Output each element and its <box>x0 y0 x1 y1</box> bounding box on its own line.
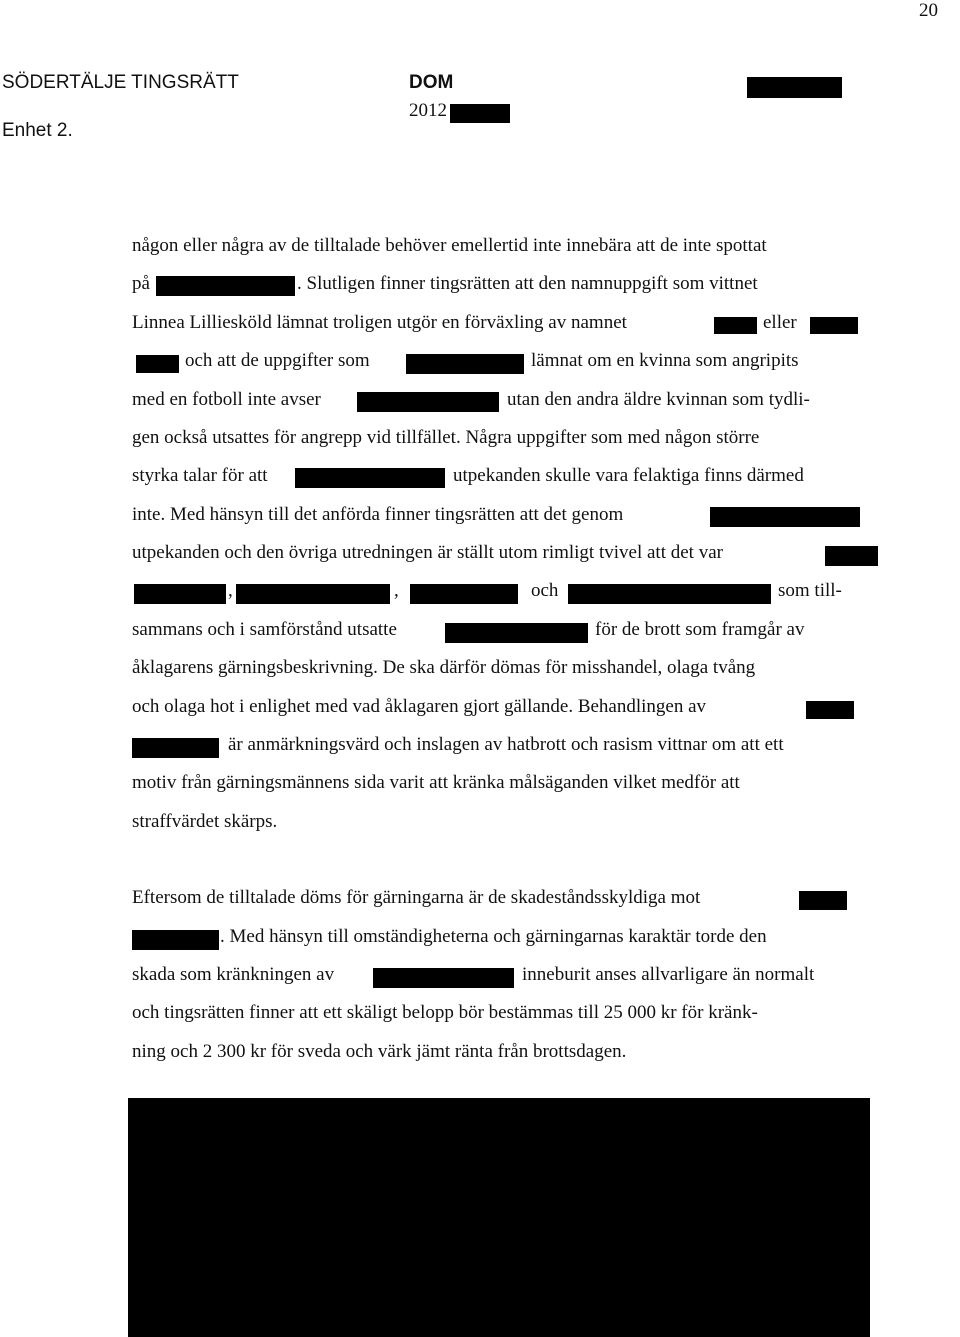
redaction <box>410 584 518 604</box>
redaction <box>568 584 771 604</box>
redaction <box>406 354 524 374</box>
text-line: eller <box>763 312 797 333</box>
text-line: och <box>531 580 559 601</box>
text-line: och olaga hot i enlighet med vad åklagaren gjort gällande. Behandlingen av <box>132 696 707 717</box>
text-line: , <box>394 580 399 601</box>
page-number: 20 <box>919 0 938 21</box>
text-line: inneburit anses allvarligare än normalt <box>522 964 815 985</box>
redaction <box>295 468 445 488</box>
text-line: inte. Med hänsyn till det anförda finner tingsrätten att det genom <box>132 504 624 525</box>
text-line: är anmärkningsvärd och inslagen av hatbrott och rasism vittnar om att ett <box>228 734 784 755</box>
text-line: utan den andra äldre kvinnan som tydli- <box>507 389 810 410</box>
text-line: lämnat om en kvinna som angripits <box>531 350 799 371</box>
text-line: ning och 2 300 kr för sveda och värk jämt ränta från brottsdagen. <box>132 1041 627 1062</box>
text-line: och tingsrätten finner att ett skäligt belopp bör bestämmas till 25 000 kr för kränk- <box>132 1002 758 1023</box>
redaction <box>825 546 878 566</box>
redaction <box>710 507 860 527</box>
redaction <box>136 355 179 373</box>
redaction <box>806 701 854 719</box>
redaction <box>156 276 295 296</box>
redaction <box>799 891 847 910</box>
text-line: utpekanden och den övriga utredningen är ställt utom rimligt tvivel att det var <box>132 542 723 563</box>
text-line: . Med hänsyn till omständigheterna och gärningarnas karaktär torde den <box>220 926 767 947</box>
redaction <box>373 968 514 988</box>
text-line: någon eller några av de tilltalade behöver emellertid inte innebära att de inte spottat <box>132 235 767 256</box>
body-text <box>132 0 892 1100</box>
text-line: utpekanden skulle vara felaktiga finns därmed <box>453 465 804 486</box>
redaction <box>357 392 499 412</box>
redaction <box>134 584 226 604</box>
text-line: motiv från gärningsmännens sida varit att kränka målsäganden vilket medför att <box>132 772 740 793</box>
redaction <box>714 317 757 334</box>
text-line: gen också utsattes för angrepp vid tillfället. Några uppgifter som med någon större <box>132 427 760 448</box>
text-line: . Slutligen finner tingsrätten att den namnuppgift som vittnet <box>297 273 758 294</box>
case-year: 2012 <box>409 100 447 121</box>
text-line: , <box>228 580 233 601</box>
text-line: som till- <box>778 580 842 601</box>
text-line: för de brott som framgår av <box>595 619 805 640</box>
text-line: straffvärdet skärps. <box>132 811 278 832</box>
court-name: SÖDERTÄLJE TINGSRÄTT <box>2 72 239 93</box>
unit-label: Enhet 2. <box>2 120 73 141</box>
text-line: på <box>132 273 150 294</box>
text-line: med en fotboll inte avser <box>132 389 321 410</box>
text-line: Eftersom de tilltalade döms för gärningarna är de skadeståndsskyldiga mot <box>132 887 701 908</box>
document-type: DOM <box>409 72 454 93</box>
text-line: och att de uppgifter som <box>185 350 370 371</box>
text-line: Linnea Lilliesköld lämnat troligen utgör en förväxling av namnet <box>132 312 627 333</box>
text-line: styrka talar för att <box>132 465 268 486</box>
redaction-large-block <box>128 1098 870 1337</box>
redaction <box>810 317 858 334</box>
text-line: sammans och i samförstånd utsatte <box>132 619 397 640</box>
text-line: skada som kränkningen av <box>132 964 335 985</box>
redaction <box>445 623 588 643</box>
redaction <box>236 584 390 604</box>
text-line: åklagarens gärningsbeskrivning. De ska därför dömas för misshandel, olaga tvång <box>132 657 756 678</box>
redaction <box>132 738 219 758</box>
redaction <box>132 930 219 950</box>
